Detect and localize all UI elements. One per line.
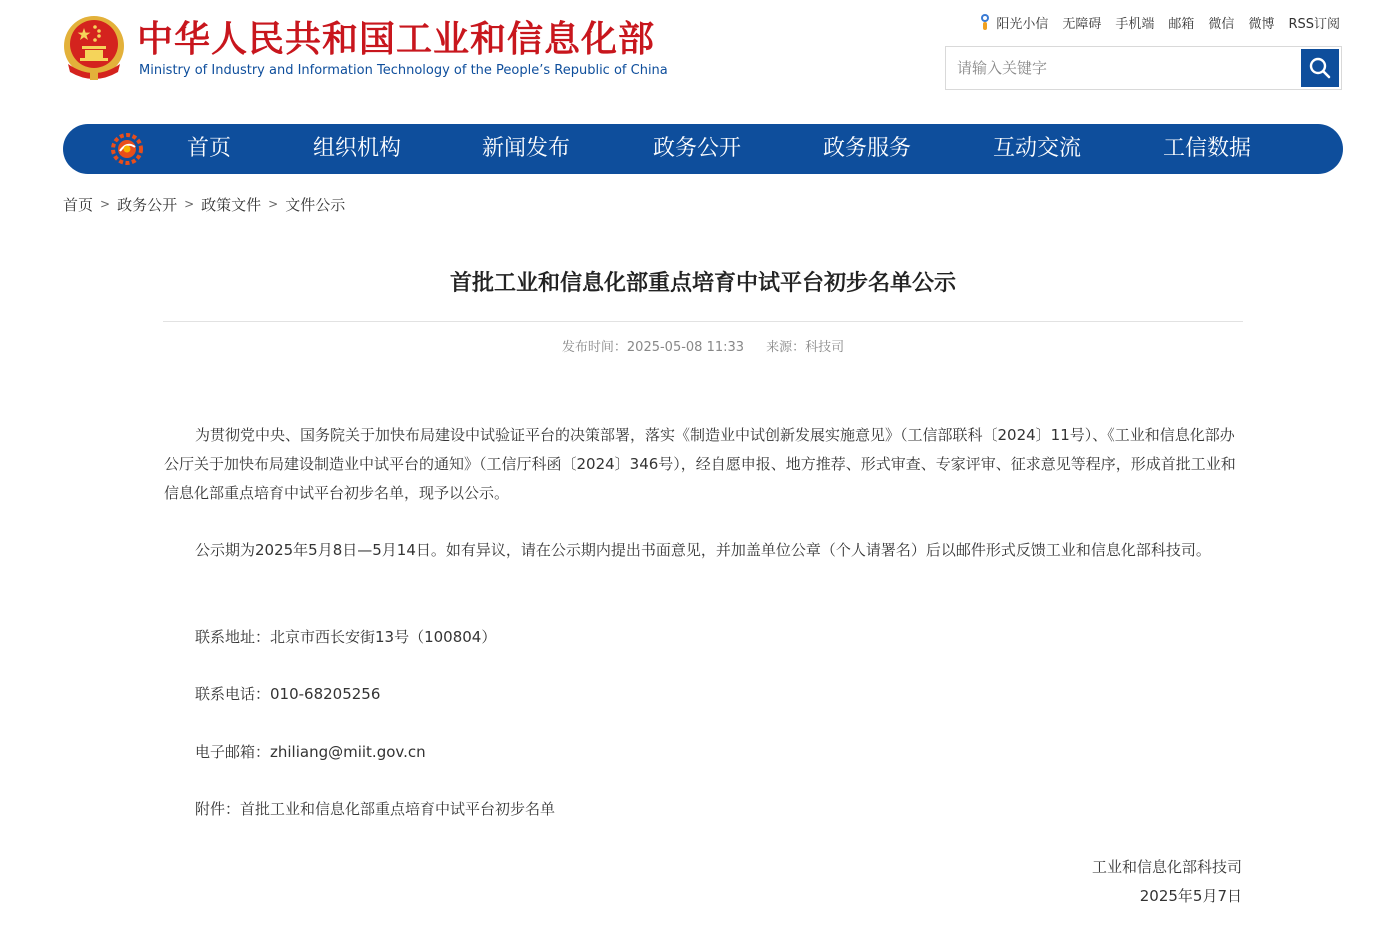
signature: 工业和信息化部科技司 [1091, 858, 1242, 876]
search-icon [1308, 56, 1332, 80]
title-divider [163, 321, 1243, 322]
site-header [0, 0, 1376, 120]
breadcrumb-item-affairs[interactable]: 政务公开 [117, 195, 178, 214]
contact-phone: 联系电话：010-68205256 [195, 685, 381, 703]
breadcrumb-separator: > [100, 197, 111, 211]
mascot-icon [978, 13, 992, 31]
article-paragraph-1: 为贯彻党中央、国务院关于加快布局建设中试验证平台的决策部署，落实《制造业中试创新发展实施意见》（工信部联科〔2024〕11号）、《工业和信息化部办公厅关于加快布局建设制造业中试平台的通知》（工信厅科函〔2024〕346号），经自愿申报、地方推荐、形式审查、专家评审、征求意见等程序，形成首批工业和信息化部重点培育中试平台初步名单，现予以公示。 [164, 426, 1236, 502]
top-links [978, 12, 1340, 32]
breadcrumb-item-policy[interactable]: 政策文件 [201, 195, 262, 214]
top-link-label: 阳光小信 [996, 16, 1049, 32]
contact-email: 电子邮箱：zhiliang@miit.gov.cn [195, 743, 426, 761]
article-title: 首批工业和信息化部重点培育中试平台初步名单公示 [449, 271, 956, 296]
breadcrumb [63, 193, 345, 215]
signature-date: 2025年5月7日 [1139, 887, 1242, 905]
top-link-sunshine[interactable] [978, 13, 1048, 32]
article-source: 来源：科技司 [766, 340, 845, 355]
search-input[interactable] [946, 47, 1301, 89]
main-nav [63, 124, 1343, 174]
top-link-rss[interactable]: RSS订阅 [1288, 16, 1340, 32]
national-emblem-icon[interactable] [62, 14, 126, 82]
nav-item-organization[interactable]: 组织机构 [313, 136, 402, 161]
breadcrumb-separator: > [184, 197, 195, 211]
site-title[interactable]: 中华人民共和国工业和信息化部 [137, 19, 656, 60]
top-link-accessibility[interactable]: 无障碍 [1062, 16, 1102, 32]
nav-item-data[interactable]: 工信数据 [1163, 136, 1252, 161]
nav-item-interaction[interactable]: 互动交流 [993, 136, 1082, 161]
top-link-mobile[interactable]: 手机端 [1115, 16, 1155, 32]
top-link-mail[interactable]: 邮箱 [1168, 16, 1195, 32]
top-link-weibo[interactable]: 微博 [1248, 16, 1275, 32]
breadcrumb-separator: > [268, 197, 279, 211]
nav-item-home[interactable]: 首页 [187, 136, 232, 161]
attachment-link[interactable]: 附件：首批工业和信息化部重点培育中试平台初步名单 [195, 800, 556, 818]
gear-logo-icon[interactable] [111, 133, 143, 165]
site-subtitle: Ministry of Industry and Information Technology of the People’s Republic of China [139, 63, 668, 78]
nav-item-services[interactable]: 政务服务 [823, 136, 912, 161]
search-button[interactable] [1301, 49, 1339, 87]
article-meta [163, 338, 1243, 358]
top-link-wechat[interactable]: 微信 [1208, 16, 1235, 32]
breadcrumb-item-home[interactable]: 首页 [63, 195, 94, 214]
search-box [945, 46, 1342, 90]
nav-item-government-affairs[interactable]: 政务公开 [653, 136, 742, 161]
article-paragraph-2: 公示期为2025年5月8日—5月14日。如有异议，请在公示期内提出书面意见，并加盖单位公章（个人请署名）后以邮件形式反馈工业和信息化部科技司。 [195, 541, 1211, 559]
contact-address: 联系地址：北京市西长安街13号（100804） [195, 628, 497, 646]
breadcrumb-item-notice[interactable]: 文件公示 [285, 195, 346, 214]
nav-item-news[interactable]: 新闻发布 [482, 136, 571, 161]
publish-time: 发布时间：2025-05-08 11:33 [561, 340, 745, 355]
